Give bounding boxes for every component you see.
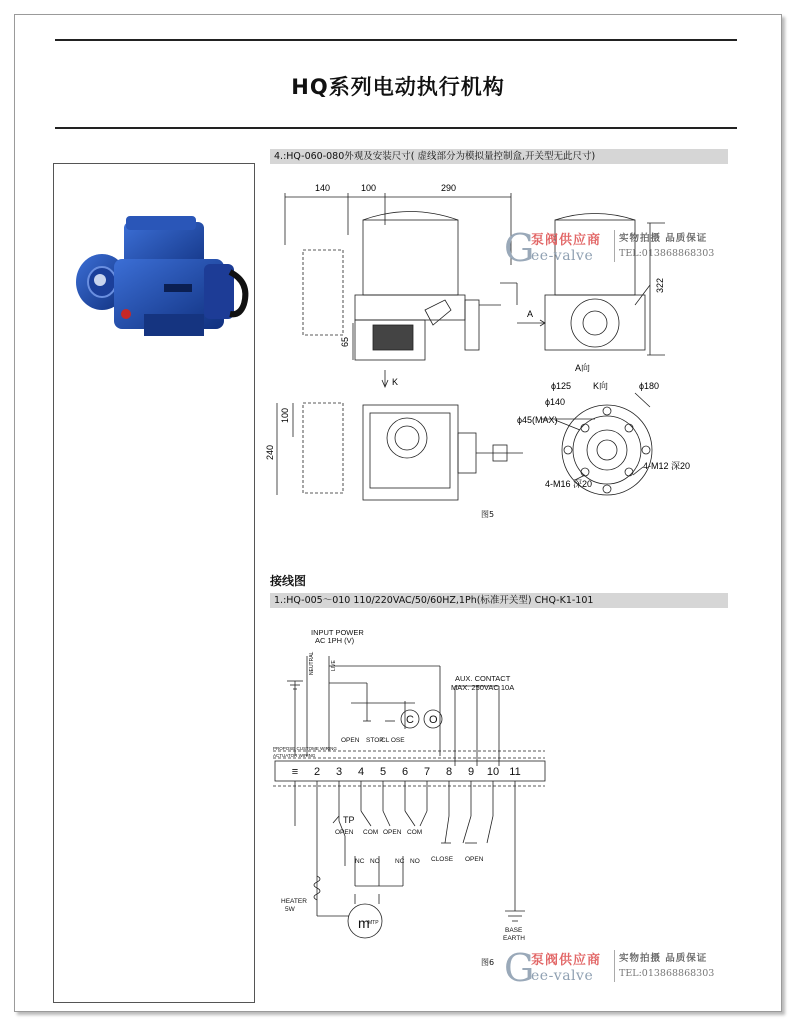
label-a: A xyxy=(527,309,534,319)
dim-phi180: ϕ180 xyxy=(639,381,660,391)
label-com: COM xyxy=(363,829,379,836)
figure-6-caption: 图6 xyxy=(481,958,495,967)
label-k-view: K向 xyxy=(593,381,609,391)
terminal-4: 4 xyxy=(357,766,365,778)
label-propose-wiring: PROPOSE CUSTOME WIRING xyxy=(273,746,337,751)
watermark-logo-letter: G xyxy=(504,946,535,990)
label-switch-open: OPEN xyxy=(335,829,354,836)
label-ac: AC 1PH (V) xyxy=(315,636,355,645)
dim-240: 240 xyxy=(265,444,275,460)
label-base: BASE xyxy=(505,927,523,934)
watermark-bottom xyxy=(504,946,744,990)
dim-140: 140 xyxy=(315,183,331,193)
watermark-tagline: 实物拍摄 品质保证 xyxy=(619,233,708,244)
wiring-title: 接线图 xyxy=(270,574,307,588)
label-heater-watt: 5W xyxy=(285,906,295,913)
dim-phi140: ϕ140 xyxy=(545,397,566,407)
dim-phi125: ϕ125 xyxy=(551,381,572,391)
watermark-tel: TEL:013868868303 xyxy=(619,968,715,979)
label-close-2: CLOSE xyxy=(431,856,454,863)
label-close: CL OSE xyxy=(381,737,405,744)
watermark-site: ee-valve xyxy=(531,248,594,264)
dim-phi45: ϕ45(MAX) xyxy=(517,415,558,425)
label-neutral: NEUTRAL xyxy=(309,651,315,675)
watermark-tagline: 实物拍摄 品质保证 xyxy=(619,953,708,964)
label-actuator-wiring: ACTUATOR WIRING xyxy=(273,753,316,758)
label-input-power: INPUT POWER xyxy=(311,628,364,637)
wiring-diagram xyxy=(255,611,555,951)
label-open: OPEN xyxy=(341,737,360,744)
terminal-5: 5 xyxy=(379,766,387,778)
dim-65: 65 xyxy=(340,336,350,347)
label-com-2: COM xyxy=(407,829,423,836)
product-photo-panel xyxy=(53,163,255,1003)
terminal-10: 10 xyxy=(486,766,500,778)
label-o: O xyxy=(429,714,438,726)
figure-5-caption: 图5 xyxy=(481,510,495,519)
label-tp: TP xyxy=(343,815,355,825)
top-rule xyxy=(55,39,737,41)
label-m16: 4-M16 深20 xyxy=(545,479,593,489)
label-nc: NC xyxy=(355,858,365,865)
label-motor: m xyxy=(358,915,370,931)
label-no: NO xyxy=(370,858,380,865)
label-open-2: OPEN xyxy=(383,829,402,836)
watermark-top xyxy=(504,226,744,270)
terminal-11: 11 xyxy=(509,766,521,778)
document-page xyxy=(14,14,782,1012)
label-no-2: NO xyxy=(410,858,420,865)
page-title: HQ系列电动执行机构 xyxy=(291,75,505,99)
label-stop: STOP xyxy=(366,737,384,744)
title-rule xyxy=(55,127,737,129)
dim-100-vertical: 100 xyxy=(280,407,290,423)
section-bar-wiring: 1.:HQ-005～010 110/220VAC/50/60HZ,1Ph(标准开关型) CHQ-K1-101 xyxy=(270,593,728,608)
label-mtp: MTP xyxy=(368,920,379,926)
label-aux: AUX. CONTACT xyxy=(455,674,511,683)
watermark-site: ee-valve xyxy=(531,968,594,984)
label-k: K xyxy=(392,377,399,387)
terminal-9: 9 xyxy=(467,766,475,778)
label-open-3: OPEN xyxy=(465,856,484,863)
watermark-logo-letter: G xyxy=(504,226,535,270)
label-live: LIVE xyxy=(331,660,337,671)
terminal-7: 7 xyxy=(423,766,431,778)
dim-290: 290 xyxy=(441,183,457,193)
actuator-photo xyxy=(54,164,254,364)
dim-322: 322 xyxy=(655,277,665,293)
watermark-brand: 泵阀供应商 xyxy=(531,233,602,248)
watermark-brand: 泵阀供应商 xyxy=(531,953,602,968)
label-nc-2: NC xyxy=(395,858,405,865)
terminal-2: 2 xyxy=(313,766,321,778)
label-c: C xyxy=(406,714,414,726)
label-earth: EARTH xyxy=(503,935,525,942)
label-max: MAX. 250VAC 10A xyxy=(451,683,515,692)
terminal-3: 3 xyxy=(335,766,343,778)
terminal-8: 8 xyxy=(445,766,453,778)
terminal-6: 6 xyxy=(401,766,409,778)
section-bar-dimensions: 4.:HQ-060-080外观及安装尺寸( 虚线部分为模拟量控制盒,开关型无此尺寸) xyxy=(270,149,728,164)
label-a-view: A向 xyxy=(575,363,591,373)
label-heater: HEATER xyxy=(281,898,307,905)
dim-100: 100 xyxy=(361,183,377,193)
terminal-earth: ≡ xyxy=(291,766,299,778)
watermark-tel: TEL:013868868303 xyxy=(619,248,715,259)
label-m12: 4-M12 深20 xyxy=(643,461,691,471)
